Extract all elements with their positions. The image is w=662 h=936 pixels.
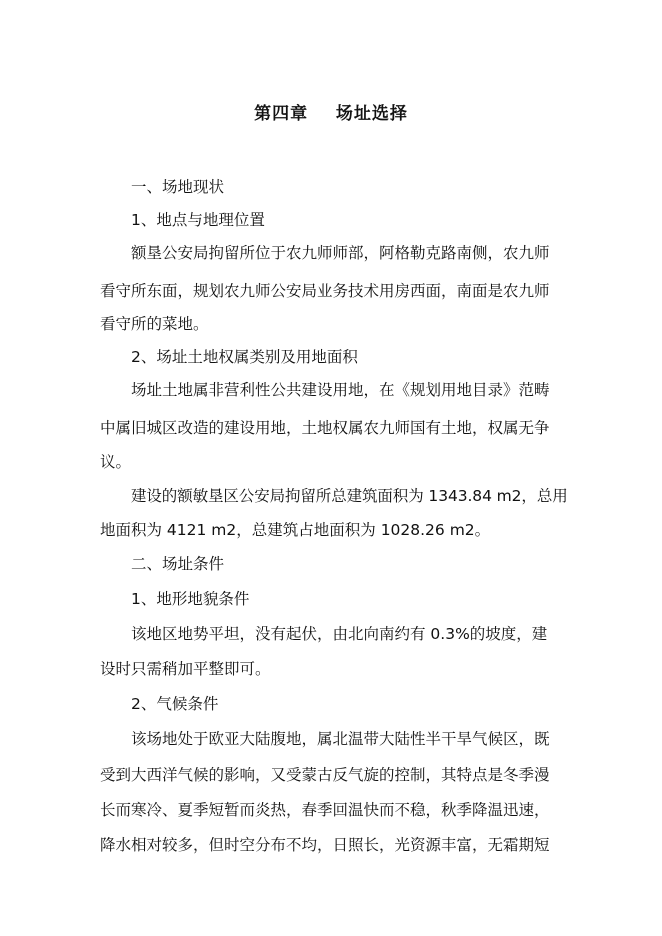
paragraph-line: 议。 <box>100 453 132 471</box>
subheading-climate: 2、气候条件 <box>131 695 219 713</box>
paragraph-line: 看守所东面，规划农九师公安局业务技术用房西面，南面是农九师 <box>100 282 550 300</box>
paragraph-line: 看守所的菜地。 <box>100 315 209 333</box>
subheading-location: 1、地点与地理位置 <box>131 211 265 229</box>
subheading-terrain: 1、地形地貌条件 <box>131 590 250 608</box>
paragraph-line: 长而寒冷、夏季短暂而炎热，春季回温快而不稳，秋季降温迅速， <box>100 801 550 819</box>
paragraph-line: 地面积为 4121 m2，总建筑占地面积为 1028.26 m2。 <box>100 521 491 539</box>
paragraph-line: 该地区地势平坦，没有起伏，由北向南约有 0.3%的坡度，建 <box>131 625 548 643</box>
chapter-title: 第四章 场址选择 <box>254 104 408 124</box>
paragraph-line: 受到大西洋气候的影响，又受蒙古反气旋的控制，其特点是冬季漫 <box>100 766 550 784</box>
paragraph-line: 建设的额敏垦区公安局拘留所总建筑面积为 1343.84 m2，总用 <box>131 487 568 505</box>
subheading-land-ownership: 2、场址土地权属类别及用地面积 <box>131 348 358 366</box>
section-heading-site-conditions: 二、场址条件 <box>131 555 225 573</box>
paragraph-line: 该场地处于欧亚大陆腹地，属北温带大陆性半干旱气候区，既 <box>131 730 550 748</box>
paragraph-line: 场址土地属非营利性公共建设用地，在《规划用地目录》范畴 <box>131 381 550 399</box>
paragraph-line: 中属旧城区改造的建设用地，土地权属农九师国有土地，权属无争 <box>100 419 550 437</box>
paragraph-line: 降水相对较多，但时空分布不均，日照长，光资源丰富，无霜期短 <box>100 836 550 854</box>
paragraph-line: 设时只需稍加平整即可。 <box>100 660 271 678</box>
section-heading-site-status: 一、场地现状 <box>131 178 225 196</box>
paragraph-line: 额垦公安局拘留所位于农九师师部，阿格勒克路南侧，农九师 <box>131 244 550 262</box>
